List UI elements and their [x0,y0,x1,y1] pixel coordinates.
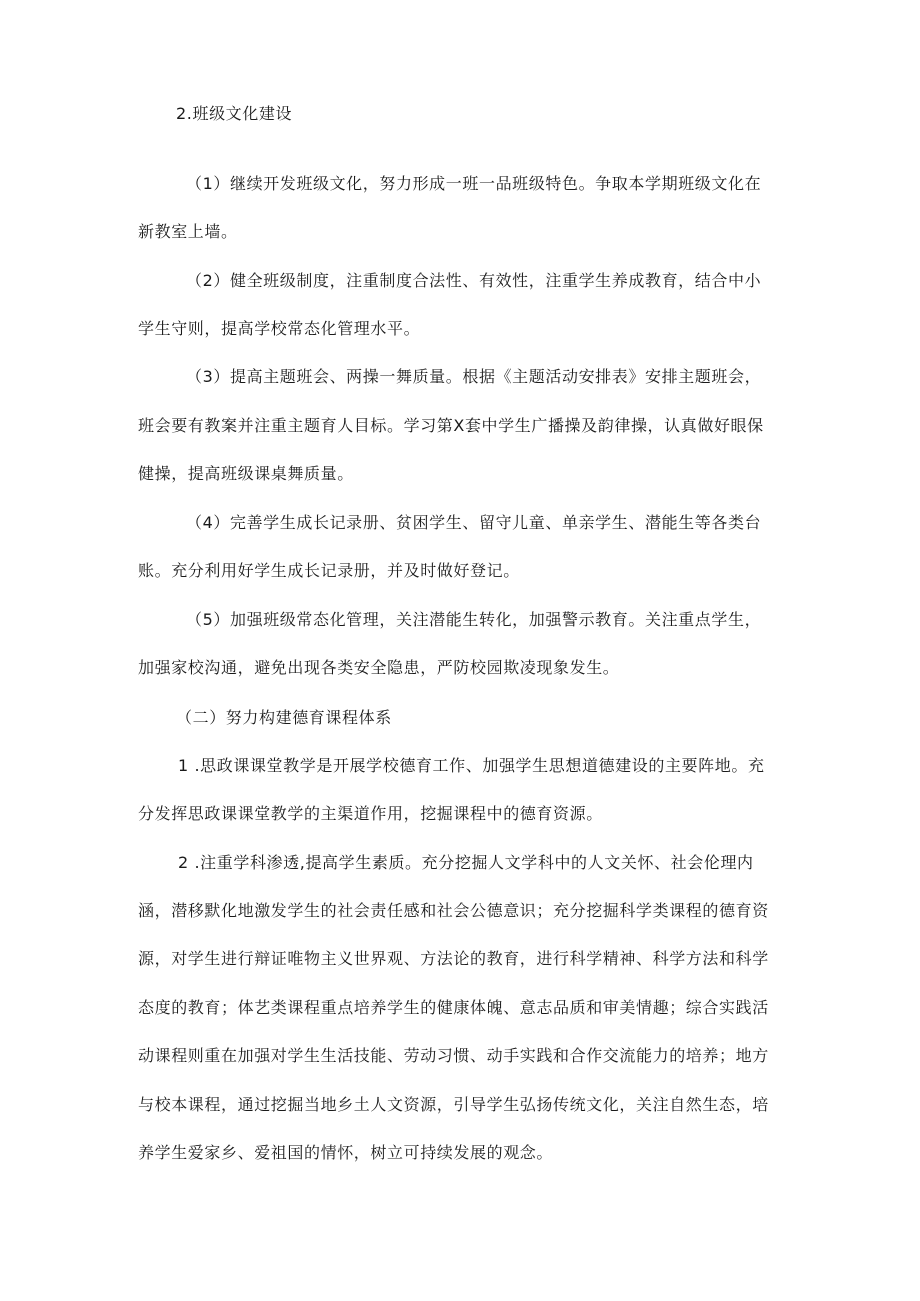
point-1-line-2: 分发挥思政课课堂教学的主渠道作用，挖掘课程中的德育资源。 [138,804,603,823]
item-3-line-3: 健操，提高班级课桌舞质量。 [138,464,354,483]
section-heading: 2.班级文化建设 [176,104,293,123]
item-1-line-1: （1）继续开发班级文化，努力形成一班一品班级特色。争取本学期班级文化在 [186,174,762,193]
point-2-line-1: 2 .注重学科渗透,提高学生素质。充分挖掘人文学科中的人文关怀、社会伦理内 [178,853,754,872]
point-2-line-3: 源，对学生进行辩证唯物主义世界观、方法论的教育，进行科学精神、科学方法和科学 [138,949,769,968]
point-2-line-2: 涵，潜移默化地激发学生的社会责任感和社会公德意识；充分挖掘科学类课程的德育资 [138,901,769,920]
point-2-line-5: 动课程则重在加强对学生生活技能、劳动习惯、动手实践和合作交流能力的培养；地方 [138,1046,769,1065]
item-4-line-1: （4）完善学生成长记录册、贫困学生、留守儿童、单亲学生、潜能生等各类台 [186,513,762,532]
point-1-line-1: 1 .思政课课堂教学是开展学校德育工作、加强学生思想道德建设的主要阵地。充 [178,756,765,775]
item-5-line-1: （5）加强班级常态化管理，关注潜能生转化，加强警示教育。关注重点学生， [186,610,762,629]
item-2-line-1: （2）健全班级制度，注重制度合法性、有效性，注重学生养成教育，结合中小 [186,271,762,290]
point-2-line-6: 与校本课程，通过挖掘当地乡土人文资源，引导学生弘扬传统文化，关注自然生态，培 [138,1095,769,1114]
item-3-line-1: （3）提高主题班会、两操一舞质量。根据《主题活动安排表》安排主题班会， [186,367,762,386]
point-2-line-4: 态度的教育；体艺类课程重点培养学生的健康体魄、意志品质和审美情趣；综合实践活 [138,998,769,1017]
item-1-line-2: 新教室上墙。 [138,222,238,241]
point-2-line-7: 养学生爱家乡、爱祖国的情怀，树立可持续发展的观念。 [138,1143,554,1162]
item-2-line-2: 学生守则，提高学校常态化管理水平。 [138,319,421,338]
item-4-line-2: 账。充分利用好学生成长记录册，并及时做好登记。 [138,561,520,580]
item-3-line-2: 班会要有教案并注重主题育人目标。学习第X套中学生广播操及韵律操，认真做好眼保 [138,416,764,435]
subsection-heading: （二）努力构建德育课程体系 [176,708,392,727]
item-5-line-2: 加强家校沟通，避免出现各类安全隐患，严防校园欺凌现象发生。 [138,658,620,677]
